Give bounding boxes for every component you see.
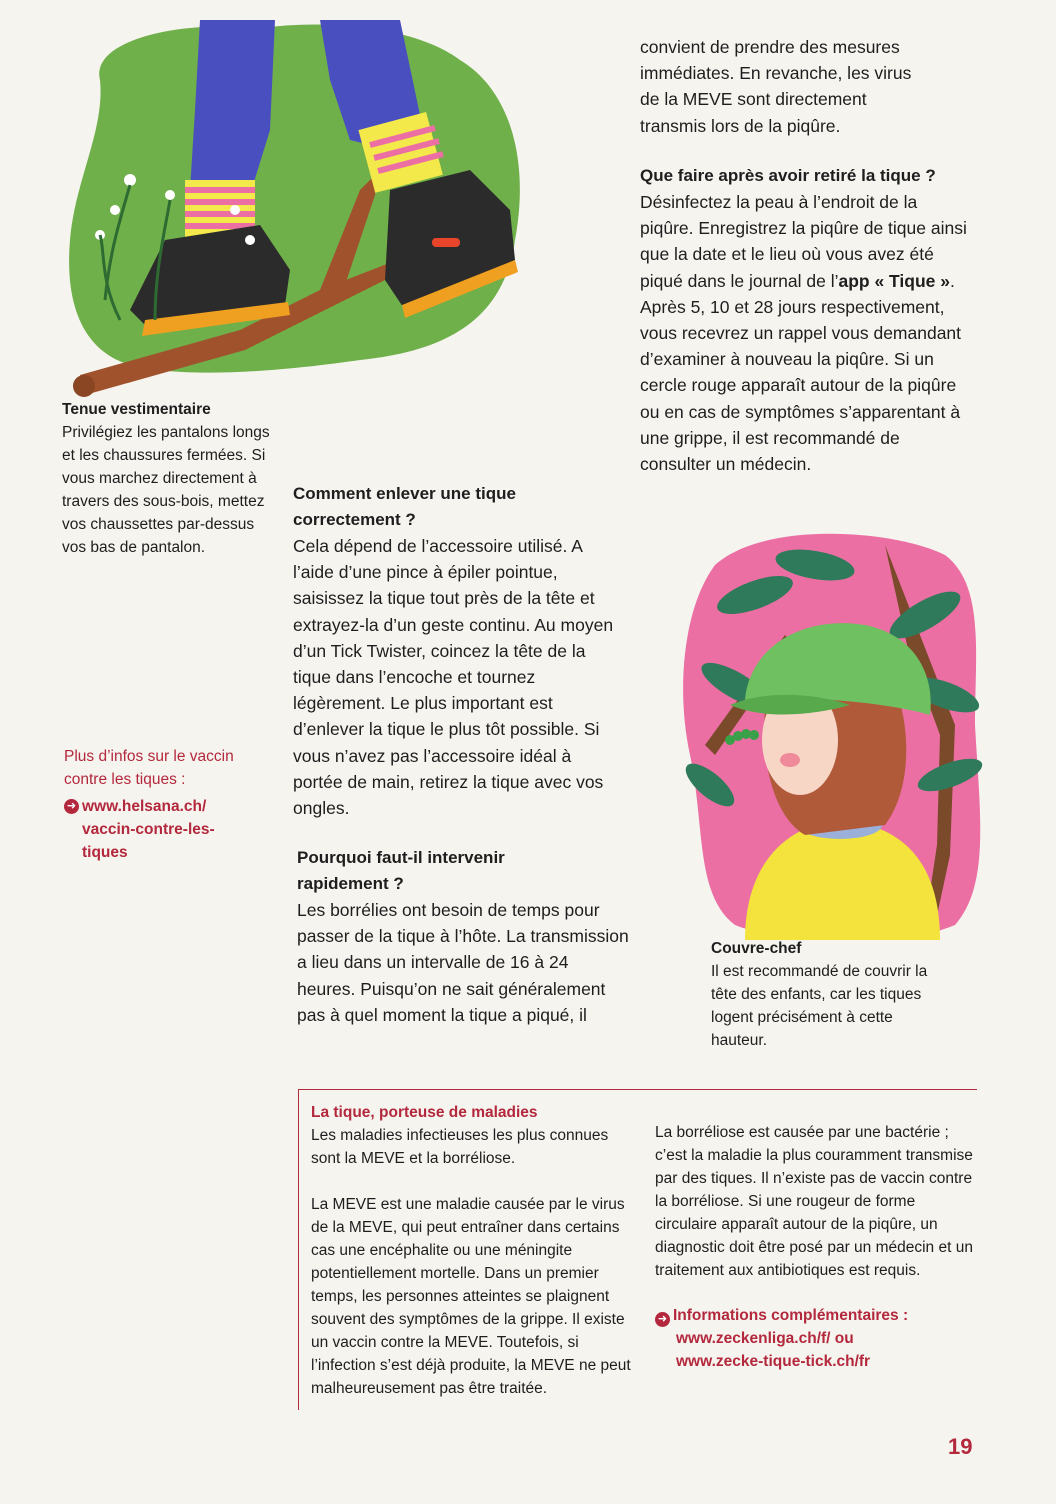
quick-heading: Pourquoi faut-il intervenir rapidement ? (297, 848, 505, 893)
arrow-right-icon: ➜ (64, 799, 79, 814)
after-removal-text: Désinfectez la peau à l’endroit de la piqûre. Enregistrez la piqûre de tique ainsi que la date et le lieu où vous avez été piqué dans le journal de l’app « Tique ». Après 5, 10 et 28 jours respectivement, vous recevrez un rappel vous demandant d’examiner à nouveau la piqûre. Si un cercle rouge apparaît autour de la piqûre ou en cas de symptômes s’apparentant à une grippe, il est recommandé de consulter un médecin. (640, 192, 967, 475)
box-paragraph-3: La borréliose est causée par une bactérie ; c’est la maladie la plus couramment transmise par des tiques. Il n’existe pas de vaccin contre la borréliose. Si une rougeur de forme circulaire apparaît autour de la piqûre, un diagnostic doit être posé par un médecin et un traitement aux antibiotiques est requis. (655, 1124, 973, 1279)
box-paragraph-2: La MEVE est une maladie causée par le virus de la MEVE, qui peut entraîner dans certains cas une encéphalite ou une méningite potentiellement mortelle. Dans un premier temps, les personnes atteintes se plaignent souvent des symptômes de la grippe. Il existe un vaccin contre la MEVE. Toutefois, si l’infection s’est déjà produite, la MEVE ne peut malheureusement pas être traitée. (311, 1196, 631, 1397)
vaccine-link-row[interactable] (64, 795, 264, 864)
vaccine-info-label: Plus d’infos sur le vaccin contre les tiques : (64, 748, 234, 788)
vaccine-info (64, 745, 264, 864)
box-right-column (655, 1121, 973, 1373)
box-info-row (655, 1304, 973, 1327)
after-removal-heading: Que faire après avoir retiré la tique ? (640, 166, 936, 185)
box-title: La tique, porteuse de maladies (311, 1104, 538, 1121)
top-right-column (640, 34, 1000, 139)
quick-text: Les borrélies ont besoin de temps pour passer de la tique à l’hôte. La transmission a lieu dans un intervalle de 16 à 24 heures. Puisqu’on ne sait généralement pas à quel moment la tique a piqué, il (297, 900, 629, 1025)
remove-heading: Comment enlever une tique correctement ? (293, 484, 516, 529)
intro-line-1: convient de prendre des mesures (640, 37, 900, 57)
zecke-tique-tick-link[interactable]: www.zecke-tique-tick.ch/fr (676, 1353, 871, 1370)
clothing-caption (62, 398, 272, 559)
intro-line-2: immédiates. En revanche, les virus (640, 63, 912, 84)
clothing-caption-text: Privilégiez les pantalons longs et les chaussures fermées. Si vous marchez directement à travers des sous-bois, mettez vos chaussettes par-dessus vos bas de pantalon. (62, 424, 270, 556)
after-removal-section (640, 163, 970, 477)
hiking-boots-illustration (60, 20, 530, 405)
vaccine-link[interactable]: www.helsana.ch/ vaccin-contre-les- tiques (82, 798, 215, 861)
box-left-column (311, 1101, 641, 1400)
zeckenliga-link[interactable]: www.zeckenliga.ch/f/ ou (676, 1330, 854, 1347)
remove-text: Cela dépend de l’accessoire utilisé. A l’aide d’une pince à épiler pointue, saisissez la tique tout près de la tête et extrayez-la d’un geste continu. Au moyen d’un Tick Twister, coincez la tête de la tique dans l’encoche et tournez légèrement. Le plus important est d’enlever la tique le plus tôt possible. Si vous n’avez pas l’accessoire idéal à portée de main, retirez la tique avec vos ongles. (293, 536, 614, 819)
app-name: app « Tique » (838, 270, 950, 291)
arrow-right-icon: ➜ (655, 1312, 670, 1327)
box-info-label: Informations complémentaires : (673, 1307, 909, 1324)
box-paragraph-1: Les maladies infectieuses les plus connues sont la MEVE et la borréliose. (311, 1127, 609, 1167)
hat-caption (711, 937, 951, 1052)
hat-caption-title: Couvre-chef (711, 940, 802, 957)
quick-section (297, 845, 629, 1028)
clothing-caption-title: Tenue vestimentaire (62, 401, 211, 418)
intro-line-4: transmis lors de la piqûre. (640, 115, 841, 136)
intro-line-3: de la MEVE sont directement (640, 89, 867, 110)
child-cap-illustration (675, 525, 990, 940)
page-number: 19 (948, 1434, 973, 1459)
remove-section (293, 481, 623, 821)
hat-caption-text: Il est recommandé de couvrir la tête des enfants, car les tiques logent précisément à cette hauteur. (711, 963, 928, 1049)
